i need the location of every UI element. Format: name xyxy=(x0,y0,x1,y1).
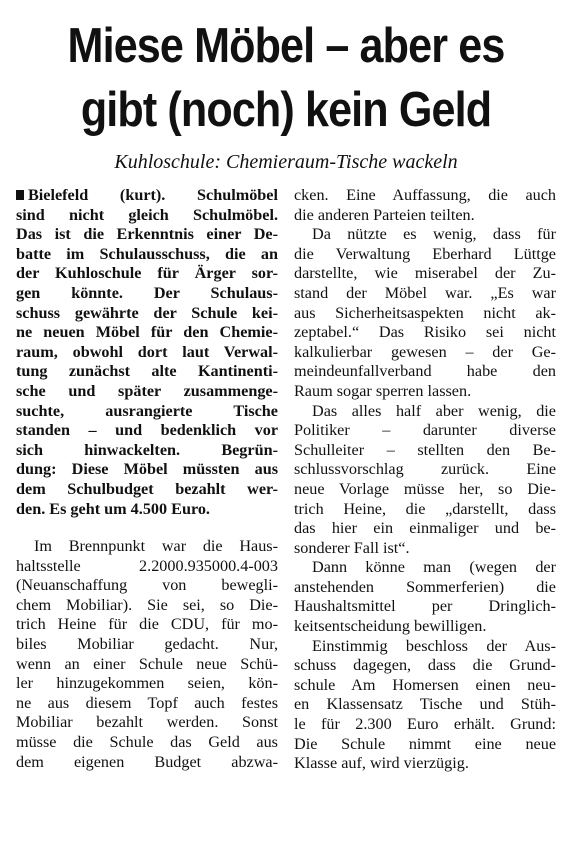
text-line: ne aus diesem Topf auch festes xyxy=(16,693,278,712)
text-line: neue Vorlage müsse her, so Die- xyxy=(294,479,556,498)
text-line: biles Mobiliar gedacht. Nur, xyxy=(16,635,278,654)
text-line: aus Sicherheitsaspekten nicht ak- xyxy=(294,303,556,322)
text-line: Bielefeld (kurt). Schulmöbel xyxy=(28,186,278,204)
text-line: Da nützte es wenig, dass für xyxy=(312,225,556,244)
text-line: sich hinwackelten. Begrün- xyxy=(16,440,278,459)
text-line: sonderer Fall ist“. xyxy=(294,538,410,557)
text-line: die anderen Parteien teilten. xyxy=(294,205,475,224)
body-paragraph xyxy=(294,637,556,774)
text-line: haltsstelle 2.2000.935000.4-003 xyxy=(16,556,278,575)
text-line: zeptabel.“ Das Risiko sei nicht xyxy=(294,323,556,342)
text-line: dem Schulbudget bezahlt wer- xyxy=(16,479,278,498)
text-line: le für 2.300 Euro erhält. Grund: xyxy=(294,715,556,734)
text-line: dung: Diese Möbel müssten aus xyxy=(16,460,278,479)
text-line: die Verwaltung Eberhard Lüttge xyxy=(294,244,556,263)
text-line: darstellte, wie miserabel der Zu- xyxy=(294,264,556,283)
text-line: trich Heine, die „darstellt, dass xyxy=(294,499,556,518)
headline-line-2: gibt (noch) kein Geld xyxy=(80,83,492,137)
body-paragraph xyxy=(294,402,556,559)
text-line: Das alles half aber wenig, die xyxy=(312,401,556,420)
text-line: Raum sogar sperren lassen. xyxy=(294,381,472,400)
text-line: schuss dagegen, dass die Grund- xyxy=(294,656,556,675)
text-line: trich Heine für die CDU, für mo- xyxy=(16,615,278,634)
text-line: ne neuen Möbel für den Chemie- xyxy=(16,323,278,342)
text-line: keitsentscheidung bewilligen. xyxy=(294,617,487,636)
body-paragraph xyxy=(294,558,556,636)
text-line: raum, obwohl dort laut Verwal- xyxy=(16,342,278,361)
text-line: das hier ein einmaliger und be- xyxy=(294,519,556,538)
text-line: Mobiliar bezahlt werden. Sonst xyxy=(16,713,278,732)
text-line: Das ist die Erkenntnis einer De- xyxy=(16,225,278,244)
right-column xyxy=(294,186,556,774)
text-line: Klasse auf, wird vierzügig. xyxy=(294,754,469,773)
body-paragraph xyxy=(294,186,556,225)
text-line: cken. Eine Auffassung, die auch xyxy=(294,186,556,204)
text-line: schule Am Homersen einen neu- xyxy=(294,675,556,694)
text-line: (Neuanschaffung von bewegli- xyxy=(16,576,278,595)
text-line: anstehenden Sommerferien) die xyxy=(294,577,556,596)
body-paragraph xyxy=(294,225,556,401)
text-line: stand der Möbel war. „Es war xyxy=(294,283,556,302)
text-line: wenn an einer Schule neue Schü- xyxy=(16,654,278,673)
text-line: tung zunächst alte Kantinenti- xyxy=(16,362,278,381)
text-line: Haushaltsmittel per Dringlich- xyxy=(294,597,556,616)
text-line: meindeunfallverband habe den xyxy=(294,362,556,381)
text-line: Einstimmig beschloss der Aus- xyxy=(312,636,556,655)
text-line: schuss gewährte der Schule kei- xyxy=(16,303,278,322)
bullet-square-icon xyxy=(16,190,24,200)
subtitle: Kuhloschule: Chemieraum-Tische wackeln xyxy=(114,151,458,173)
left-column xyxy=(16,186,278,772)
text-line: Schulleiter – stellten den Be- xyxy=(294,440,556,459)
text-line: sche und später zusammenge- xyxy=(16,381,278,400)
text-line: Im Brennpunkt war die Haus- xyxy=(34,537,278,556)
text-line: den. Es geht um 4.500 Euro. xyxy=(16,499,210,518)
text-line: der Kuhloschule für Ärger sor- xyxy=(16,264,278,283)
text-line: kalkulierbar gewesen – der Ge- xyxy=(294,342,556,361)
text-line: Dann könne man (wegen der xyxy=(312,558,556,577)
text-line: ler hinzugekommen seien, kön- xyxy=(16,674,278,693)
text-line: dem eigenen Budget abzwa- xyxy=(16,752,278,771)
text-line: suchte, ausrangierte Tische xyxy=(16,401,278,420)
text-line: Die Schule nimmt eine neue xyxy=(294,734,556,753)
text-line: en Klassensatz Tische und Stüh- xyxy=(294,695,556,714)
text-line: standen – und bedenklich vor xyxy=(16,421,278,440)
text-line: batte im Schulausschuss, die an xyxy=(16,244,278,263)
text-line: müsse die Schule das Geld aus xyxy=(16,733,278,752)
text-line: schlussvorschlag zurück. Eine xyxy=(294,460,556,479)
headline-line-1: Miese Möbel – aber es xyxy=(67,19,505,73)
text-line: chem Mobiliar). Sie sei, so Die- xyxy=(16,595,278,614)
text-line: Politiker – darunter diverse xyxy=(294,421,556,440)
lead-paragraph xyxy=(16,186,278,519)
text-line: gen könnte. Der Schulaus- xyxy=(16,283,278,302)
body-paragraph xyxy=(16,537,278,772)
text-line: sind nicht gleich Schulmöbel. xyxy=(16,205,278,224)
